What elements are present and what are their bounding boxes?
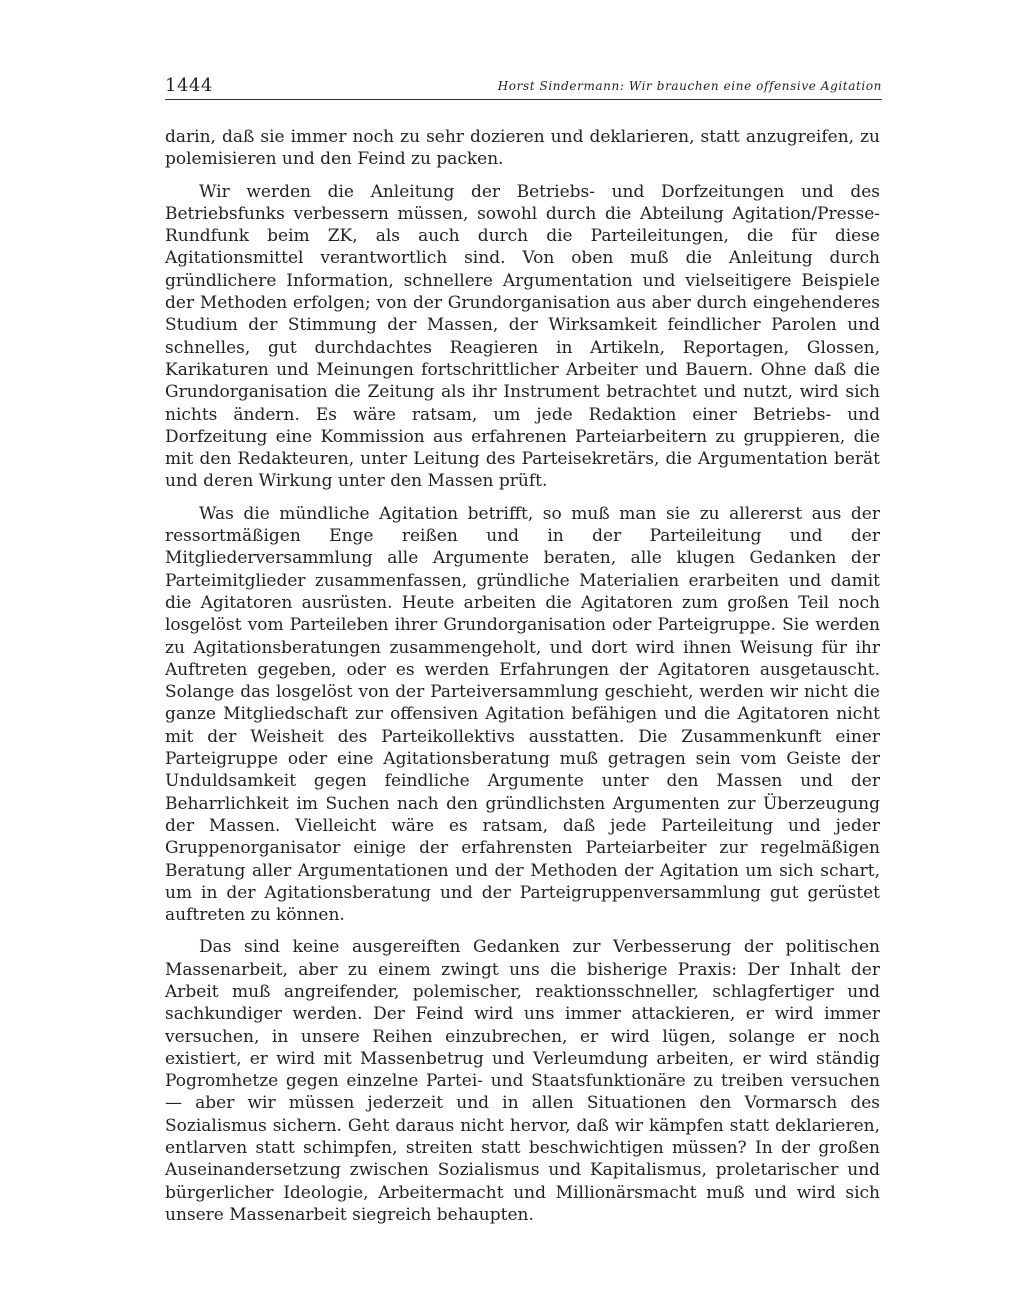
paragraph: Was die mündliche Agitation betrifft, so muß man sie zu allererst aus der ressortmäßigen Enge reißen und in der Parteileitung und der Mitgliederversammlung alle Argumente beraten, alle klugen Gedanken der Parteimitglieder zusammenfassen, gründliche Materialien erarbeiten und damit die Agitatoren ausrüsten. Heute arbeiten die Agitatoren zum großen Teil noch losgelöst vom Parteileben ihrer Grundorganisation oder Parteigruppe. Sie werden zu Agitationsberatungen zusammengeholt, und dort wird ihnen Weisung für ihr Auftreten gegeben, oder es werden Erfahrungen der Agitatoren ausgetauscht. Solange das losgelöst von der Parteiversammlung geschieht, werden wir nicht die ganze Mitgliedschaft zur offensiven Agitation befähigen und die Agitatoren nicht mit der Weisheit des Parteikollektivs ausstatten. Die Zusammenkunft einer Parteigruppe oder eine Agitationsberatung muß getragen sein vom Geiste der Unduldsamkeit gegen feindliche Argumente unter den Massen und der Beharrlichkeit im Suchen nach den gründlichsten Argumenten zur Überzeugung der Massen. Vielleicht wäre es ratsam, daß jede Parteileitung und jeder Gruppenorganisator einige der erfahrensten Parteiarbeiter zur regelmäßigen Beratung aller Argumentationen und der Methoden der Agitation um sich schart, um in der Agitationsberatung und der Parteigruppenversammlung gut gerüstet auftreten zu können. (165, 503, 880, 926)
running-title: Horst Sindermann: Wir brauchen eine offensive Agitation (497, 79, 882, 93)
paragraph: Das sind keine ausgereiften Gedanken zur Verbesserung der politischen Massenarbeit, aber zu einem zwingt uns die bisherige Praxis: Der Inhalt der Arbeit muß angreifender, polemischer, reaktionsschneller, schlagfertiger und sachkundiger werden. Der Feind wird uns immer attackieren, er wird immer versuchen, in unsere Reihen einzubrechen, er wird lügen, solange er noch existiert, er wird mit Massenbetrug und Verleumdung arbeiten, er wird ständig Pogromhetze gegen einzelne Partei- und Staatsfunktionäre zu treiben versuchen — aber wir müssen jederzeit und in allen Situationen den Vormarsch des Sozialismus sichern. Geht daraus nicht hervor, daß wir kämpfen statt deklarieren, entlarven statt schimpfen, streiten statt beschwichtigen müssen? In der großen Auseinandersetzung zwischen Sozialismus und Kapitalismus, proletarischer und bürgerlicher Ideologie, Arbeitermacht und Millionärsmacht muß und wird sich unsere Massenarbeit siegreich behaupten. (165, 937, 880, 1225)
page-number: 1444 (165, 75, 213, 96)
paragraph: Wir werden die Anleitung der Betriebs- und Dorfzeitungen und des Betriebsfunks verbessern müssen, sowohl durch die Abteilung Agitation/Presse-Rundfunk beim ZK, als auch durch die Parteileitungen, die für diese Agitationsmittel verantwortlich sind. Von oben muß die Anleitung durch gründlichere Information, schnellere Argumentation und vielseitigere Beispiele der Methoden erfolgen; von der Grundorganisation aus aber durch eingehenderes Studium der Stimmung der Massen, der Wirksamkeit feindlicher Parolen und schnelles, gut durchdachtes Reagieren in Artikeln, Reportagen, Glossen, Karikaturen und Meinungen fortschrittlicher Arbeiter und Bauern. Ohne daß die Grundorganisation die Zeitung als ihr Instrument betrachtet und nutzt, wird sich nichts ändern. Es wäre ratsam, um jede Redaktion einer Betriebs- und Dorfzeitung eine Kommission aus erfahrenen Parteiarbeitern zu gruppieren, die mit den Redakteuren, unter Leitung des Parteisekretärs, die Argumentation berät und deren Wirkung unter den Massen prüft. (165, 181, 880, 492)
paragraph-continuation: darin, daß sie immer noch zu sehr dozieren und deklarieren, statt anzugreifen, zu polemisieren und den Feind zu packen. (165, 127, 880, 170)
page-header (165, 75, 882, 100)
body-text (165, 126, 880, 1236)
